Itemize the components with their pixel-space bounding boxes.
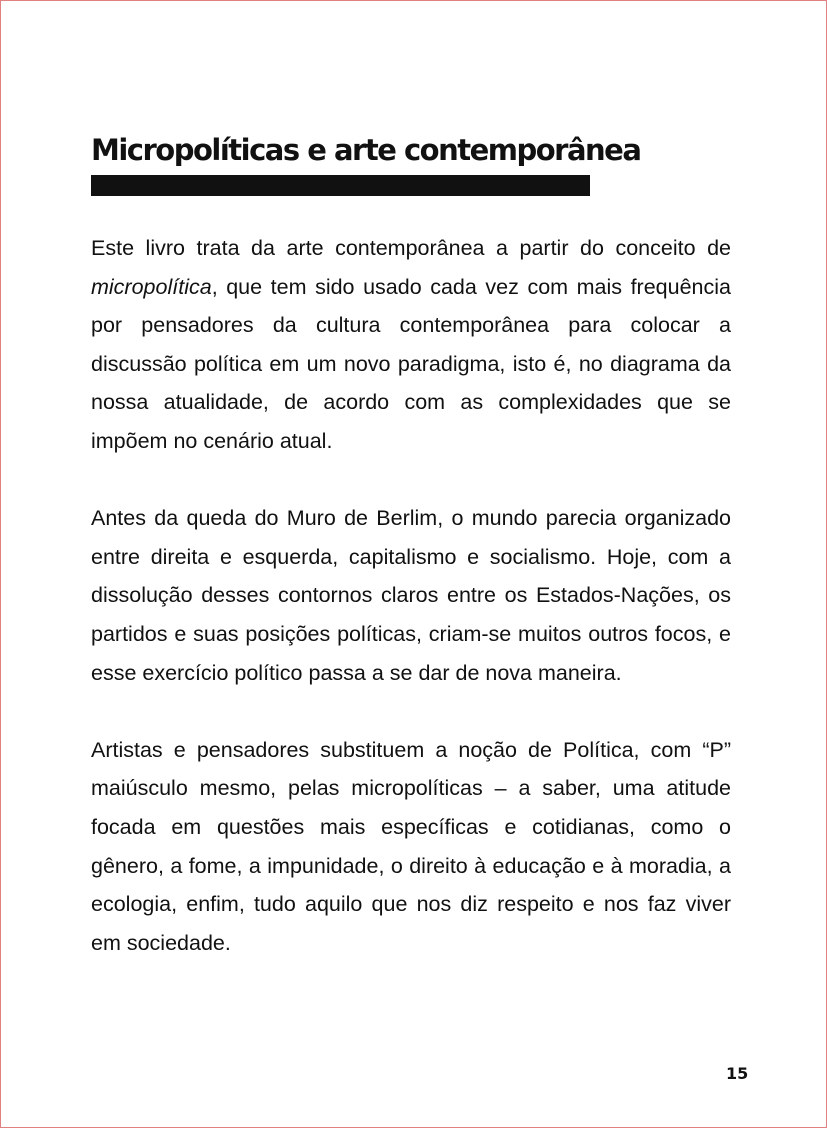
page-number: 15 xyxy=(726,1064,749,1083)
paragraph-1-start: Este livro trata da arte contemporânea a partir do conceito de xyxy=(91,236,731,260)
body-text xyxy=(91,229,731,1001)
paragraph-1-end: , que tem sido usado cada vez com mais frequência por pensadores da cultura contemporânea para colocar a discussão política em um novo paradigma, isto é, no diagrama da nossa atualidade, de acordo com as complexidades que se impõem no cenário atual. xyxy=(91,274,731,453)
paragraph-1 xyxy=(91,229,731,461)
paragraph-2: Antes da queda do Muro de Berlim, o mundo parecia organizado entre direita e esquerda, capitalismo e socialismo. Hoje, com a dissolução desses contornos claros entre os Estados-Nações, os partidos e suas posições políticas, criam-se muitos outros focos, e esse exercício político passa a se dar de nova maneira. xyxy=(91,506,731,685)
chapter-title: Micropolíticas e arte contemporânea xyxy=(91,133,641,167)
title-underline-bar xyxy=(91,175,590,196)
paragraph-3: Artistas e pensadores substituem a noção de Política, com “P” maiúsculo mesmo, pelas micropolíticas – a saber, uma atitude focada em questões mais específicas e cotidianas, como o gênero, a fome, a impunidade, o direito à educação e à moradia, a ecologia, enfim, tudo aquilo que nos diz respeito e nos faz viver em sociedade. xyxy=(91,737,731,955)
paragraph-1-emphasis: micropolítica xyxy=(91,274,212,299)
